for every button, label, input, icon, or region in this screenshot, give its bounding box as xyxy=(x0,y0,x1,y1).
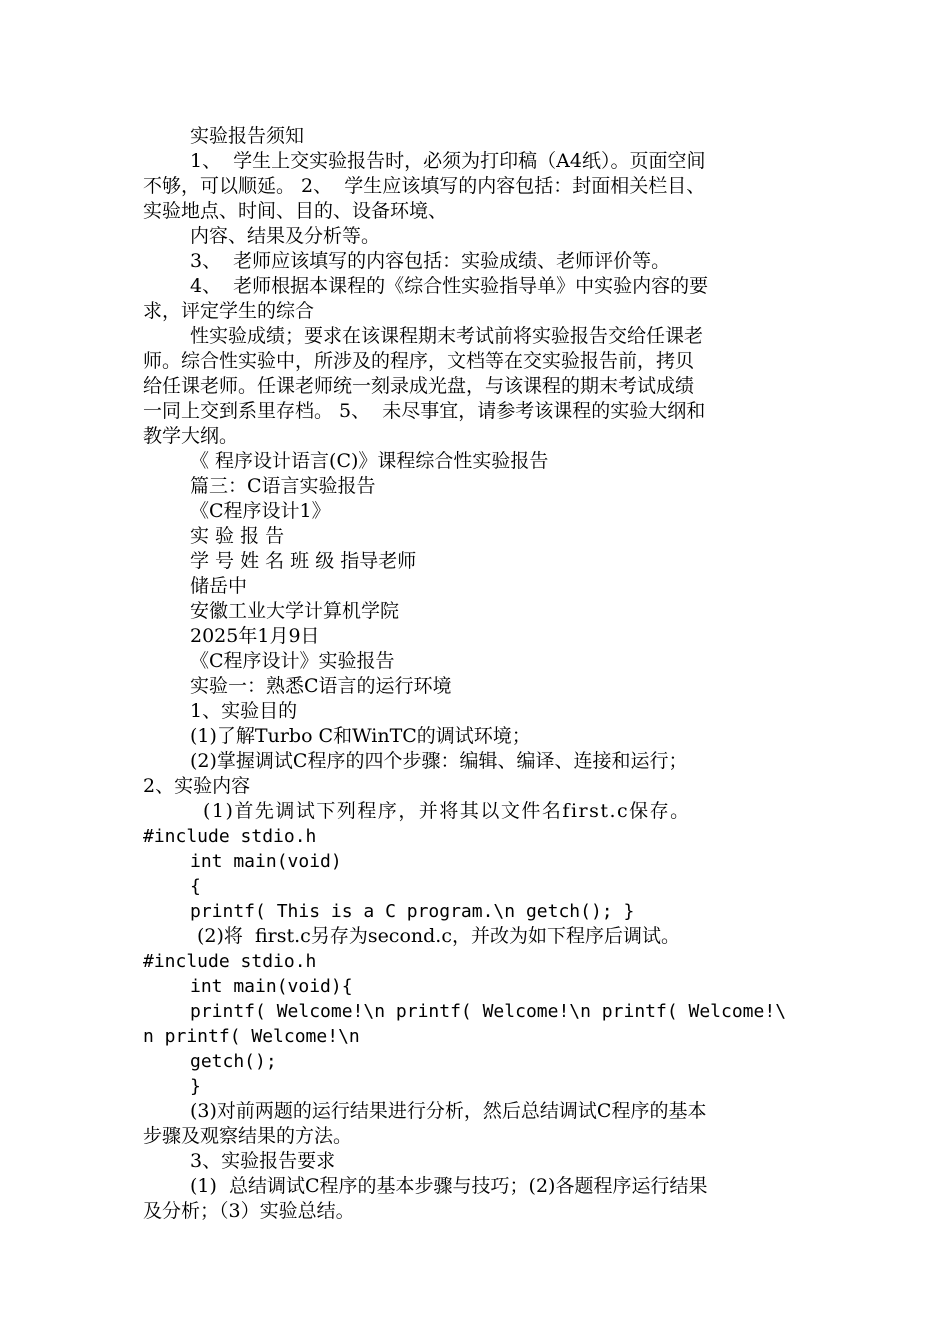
code-line: #include stdio.h xyxy=(143,826,317,847)
text-line: 2025年1月9日 xyxy=(190,625,320,647)
text-line: 不够，可以顺延。 2、 学生应该填写的内容包括：封面相关栏目、 xyxy=(143,175,706,197)
text-line: (1)首先调试下列程序，并将其以文件名first.c保存。 xyxy=(203,800,691,822)
text-line: 实验地点、时间、目的、设备环境、 xyxy=(143,200,448,222)
text-line: 《 程序设计语言(C)》课程综合性实验报告 xyxy=(190,450,549,472)
code-line: printf( Welcome!\n printf( Welcome!\n printf( Welcome!\ xyxy=(190,1001,787,1022)
text-line: 实验报告须知 xyxy=(190,125,305,147)
text-line: 1、实验目的 xyxy=(190,700,298,722)
text-line: 教学大纲。 xyxy=(143,425,239,447)
code-line: n printf( Welcome!\n xyxy=(143,1026,360,1047)
text-line: 给任课老师。任课老师统一刻录成光盘，与该课程的期末考试成绩 xyxy=(143,375,695,397)
code-line: #include stdio.h xyxy=(143,951,317,972)
code-line: printf( This is a C program.\n getch(); } xyxy=(190,901,635,922)
text-line: 实验一：熟悉C语言的运行环境 xyxy=(190,675,452,697)
text-line: 性实验成绩；要求在该课程期末考试前将实验报告交给任课老 xyxy=(190,325,704,347)
text-line: (1)了解Turbo C和WinTC的调试环境； xyxy=(190,725,531,747)
code-line: getch(); xyxy=(190,1051,277,1072)
text-line: 2、实验内容 xyxy=(143,775,251,797)
text-line: (2)掌握调试C程序的四个步骤：编辑、编译、连接和运行； xyxy=(190,750,688,772)
code-line: int main(void) xyxy=(190,851,342,872)
text-line: 求，评定学生的综合 xyxy=(143,300,315,322)
text-line: 步骤及观察结果的方法。 xyxy=(143,1125,353,1147)
text-line: 实 验 报 告 xyxy=(190,525,285,547)
text-line: 3、实验报告要求 xyxy=(190,1150,336,1172)
text-line: 4、 老师根据本课程的《综合性实验指导单》中实验内容的要 xyxy=(190,275,709,297)
code-line: { xyxy=(190,876,201,897)
text-line: 《C程序设计1》 xyxy=(190,500,331,522)
text-line: (2)将 first.c另存为second.c，并改为如下程序后调试。 xyxy=(197,925,680,947)
text-line: 学 号 姓 名 班 级 指导老师 xyxy=(190,550,417,572)
text-line: 安徽工业大学计算机学院 xyxy=(190,600,400,622)
text-line: 师。综合性实验中，所涉及的程序，文档等在交实验报告前，拷贝 xyxy=(143,350,695,372)
text-line: (3)对前两题的运行结果进行分析，然后总结调试C程序的基本 xyxy=(190,1100,707,1122)
text-line: 内容、结果及分析等。 xyxy=(190,225,381,247)
text-line: 1、 学生上交实验报告时，必须为打印稿（A4纸）。页面空间 xyxy=(190,150,706,172)
code-line: } xyxy=(190,1076,201,1097)
text-line: 3、 老师应该填写的内容包括：实验成绩、老师评价等。 xyxy=(190,250,671,272)
text-line: 《C程序设计》实验报告 xyxy=(190,650,395,672)
text-line: 篇三：C语言实验报告 xyxy=(190,475,376,497)
code-line: int main(void){ xyxy=(190,976,353,997)
text-line: 储岳中 xyxy=(190,575,248,597)
text-line: (1) 总结调试C程序的基本步骤与技巧；(2)各题程序运行结果 xyxy=(190,1175,708,1197)
text-line: 及分析；（3）实验总结。 xyxy=(143,1200,355,1222)
text-line: 一同上交到系里存档。 5、 未尽事宜，请参考该课程的实验大纲和 xyxy=(143,400,706,422)
